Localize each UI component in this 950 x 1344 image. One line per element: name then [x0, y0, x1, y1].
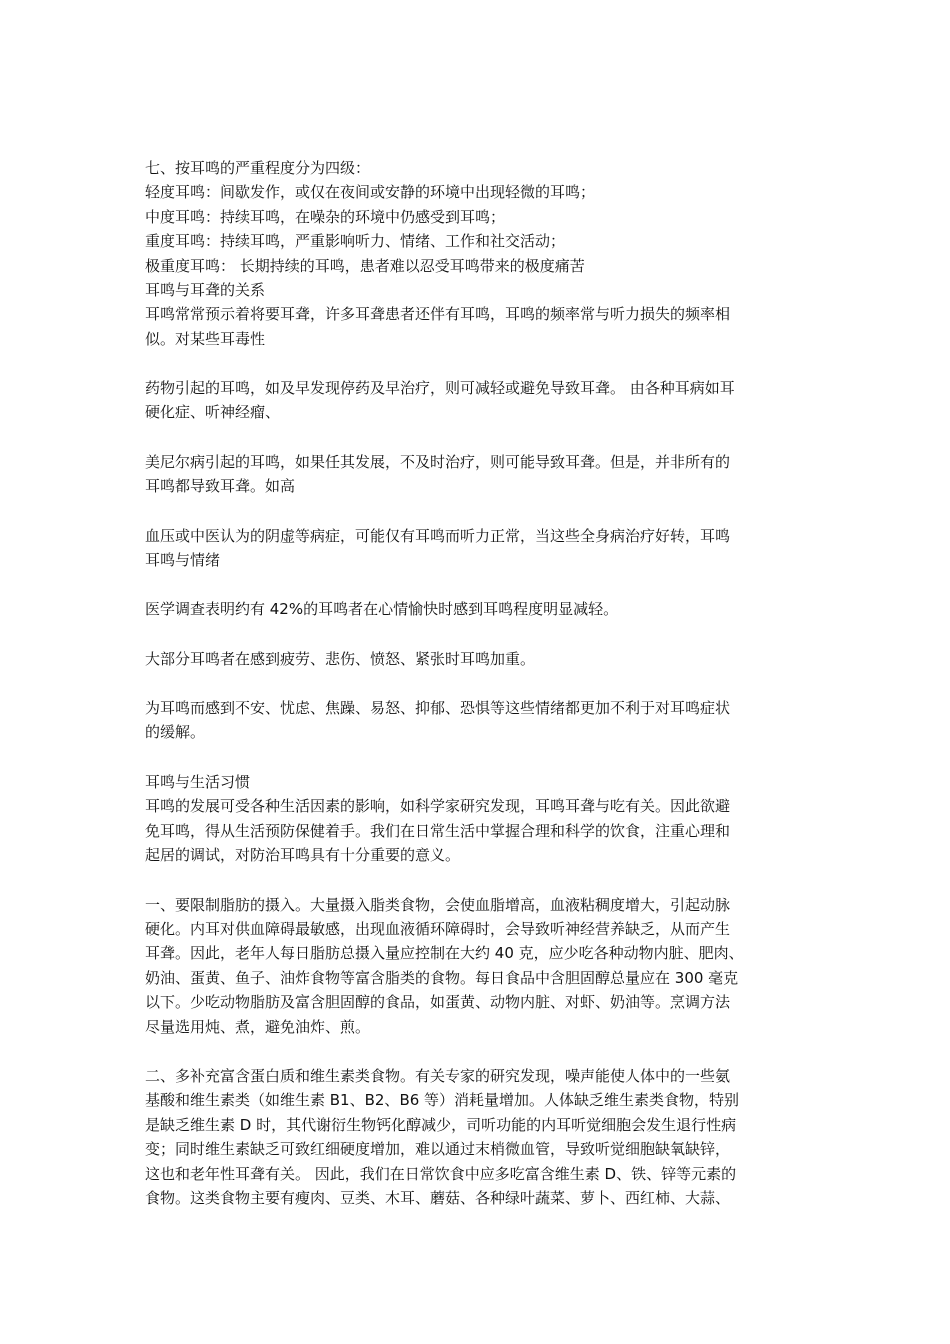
- section-heading: 耳鸣与生活习惯: [145, 773, 251, 791]
- text-line: 硬化。内耳对供血障碍最敏感，出现血液循环障碍时，会导致听神经营养缺乏，从而产生: [145, 920, 731, 938]
- text-line: 基酸和维生素类（如维生素 B1、B2、B6 等）消耗量增加。人体缺乏维生素类食物，特别: [145, 1091, 740, 1109]
- text-line: 奶油、蛋黄、鱼子、油炸食物等富含脂类的食物。每日食品中含胆固醇总量应在 300 毫克: [145, 969, 739, 987]
- text-line: 极重度耳鸣： 长期持续的耳鸣，患者难以忍受耳鸣带来的极度痛苦: [145, 257, 585, 275]
- text-line: 重度耳鸣：持续耳鸣，严重影响听力、情绪、工作和社交活动；: [145, 232, 566, 250]
- text-line: 一、要限制脂肪的摄入。大量摄入脂类食物，会使血脂增高，血液粘稠度增大，引起动脉: [145, 896, 731, 914]
- text-line: 硬化症、听神经瘤、: [145, 403, 281, 421]
- text-line: 的缓解。: [145, 723, 206, 741]
- text-line: 似。对某些耳毒性: [145, 330, 266, 348]
- text-line: 轻度耳鸣：间歇发作，或仅在夜间或安静的环境中出现轻微的耳鸣；: [145, 183, 596, 201]
- text-line: 这也和老年性耳聋有关。 因此，我们在日常饮食中应多吃富含维生素 D、铁、锌等元素的: [145, 1165, 737, 1183]
- text-line: 中度耳鸣：持续耳鸣，在噪杂的环境中仍感受到耳鸣；: [145, 208, 506, 226]
- text-line: 是缺乏维生素 D 时，其代谢衍生物钙化醇减少，司听功能的内耳听觉细胞会发生退行性病: [145, 1116, 737, 1134]
- text-line: 大部分耳鸣者在感到疲劳、悲伤、愤怒、紧张时耳鸣加重。: [145, 650, 536, 668]
- text-line: 变；同时维生素缺乏可致红细硬度增加，难以通过末梢微血管，导致听觉细胞缺氧缺锌，: [145, 1140, 731, 1158]
- text-line: 食物。这类食物主要有瘦肉、豆类、木耳、蘑菇、各种绿叶蔬菜、萝卜、西红柿、大蒜、: [145, 1189, 731, 1207]
- text-line: 美尼尔病引起的耳鸣，如果任其发展，不及时治疗，则可能导致耳聋。但是，并非所有的: [145, 453, 731, 471]
- text-line: 耳鸣都导致耳聋。如高: [145, 477, 296, 495]
- text-line: 二、多补充富含蛋白质和维生素类食物。有关专家的研究发现，噪声能使人体中的一些氨: [145, 1067, 731, 1085]
- section-heading: 耳鸣与情绪: [145, 551, 221, 569]
- text-line: 医学调查表明约有 42%的耳鸣者在心情愉快时感到耳鸣程度明显减轻。: [145, 600, 619, 618]
- text-line: 血压或中医认为的阴虚等病症，可能仅有耳鸣而听力正常，当这些全身病治疗好转，耳鸣: [145, 527, 731, 545]
- text-line: 耳聋。因此，老年人每日脂肪总摄入量应控制在大约 40 克，应少吃各种动物内脏、肥肉、: [145, 944, 744, 962]
- text-line: 免耳鸣，得从生活预防保健着手。我们在日常生活中掌握合理和科学的饮食，注重心理和: [145, 822, 731, 840]
- text-line: 耳鸣的发展可受各种生活因素的影响，如科学家研究发现，耳鸣耳聋与吃有关。因此欲避: [145, 797, 731, 815]
- text-line: 尽量选用炖、煮，避免油炸、煎。: [145, 1018, 371, 1036]
- section-heading: 耳鸣与耳聋的关系: [145, 281, 266, 299]
- text-line: 为耳鸣而感到不安、忧虑、焦躁、易怒、抑郁、恐惧等这些情绪都更加不利于对耳鸣症状: [145, 699, 731, 717]
- text-line: 药物引起的耳鸣，如及早发现停药及早治疗，则可减轻或避免导致耳聋。 由各种耳病如耳: [145, 379, 735, 397]
- text-line: 以下。少吃动物脂肪及富含胆固醇的食品，如蛋黄、动物内脏、对虾、奶油等。烹调方法: [145, 993, 731, 1011]
- text-line: 七、按耳鸣的严重程度分为四级：: [145, 159, 371, 177]
- text-line: 起居的调试，对防治耳鸣具有十分重要的意义。: [145, 846, 461, 864]
- text-line: 耳鸣常常预示着将要耳聋，许多耳聋患者还伴有耳鸣，耳鸣的频率常与听力损失的频率相: [145, 305, 731, 323]
